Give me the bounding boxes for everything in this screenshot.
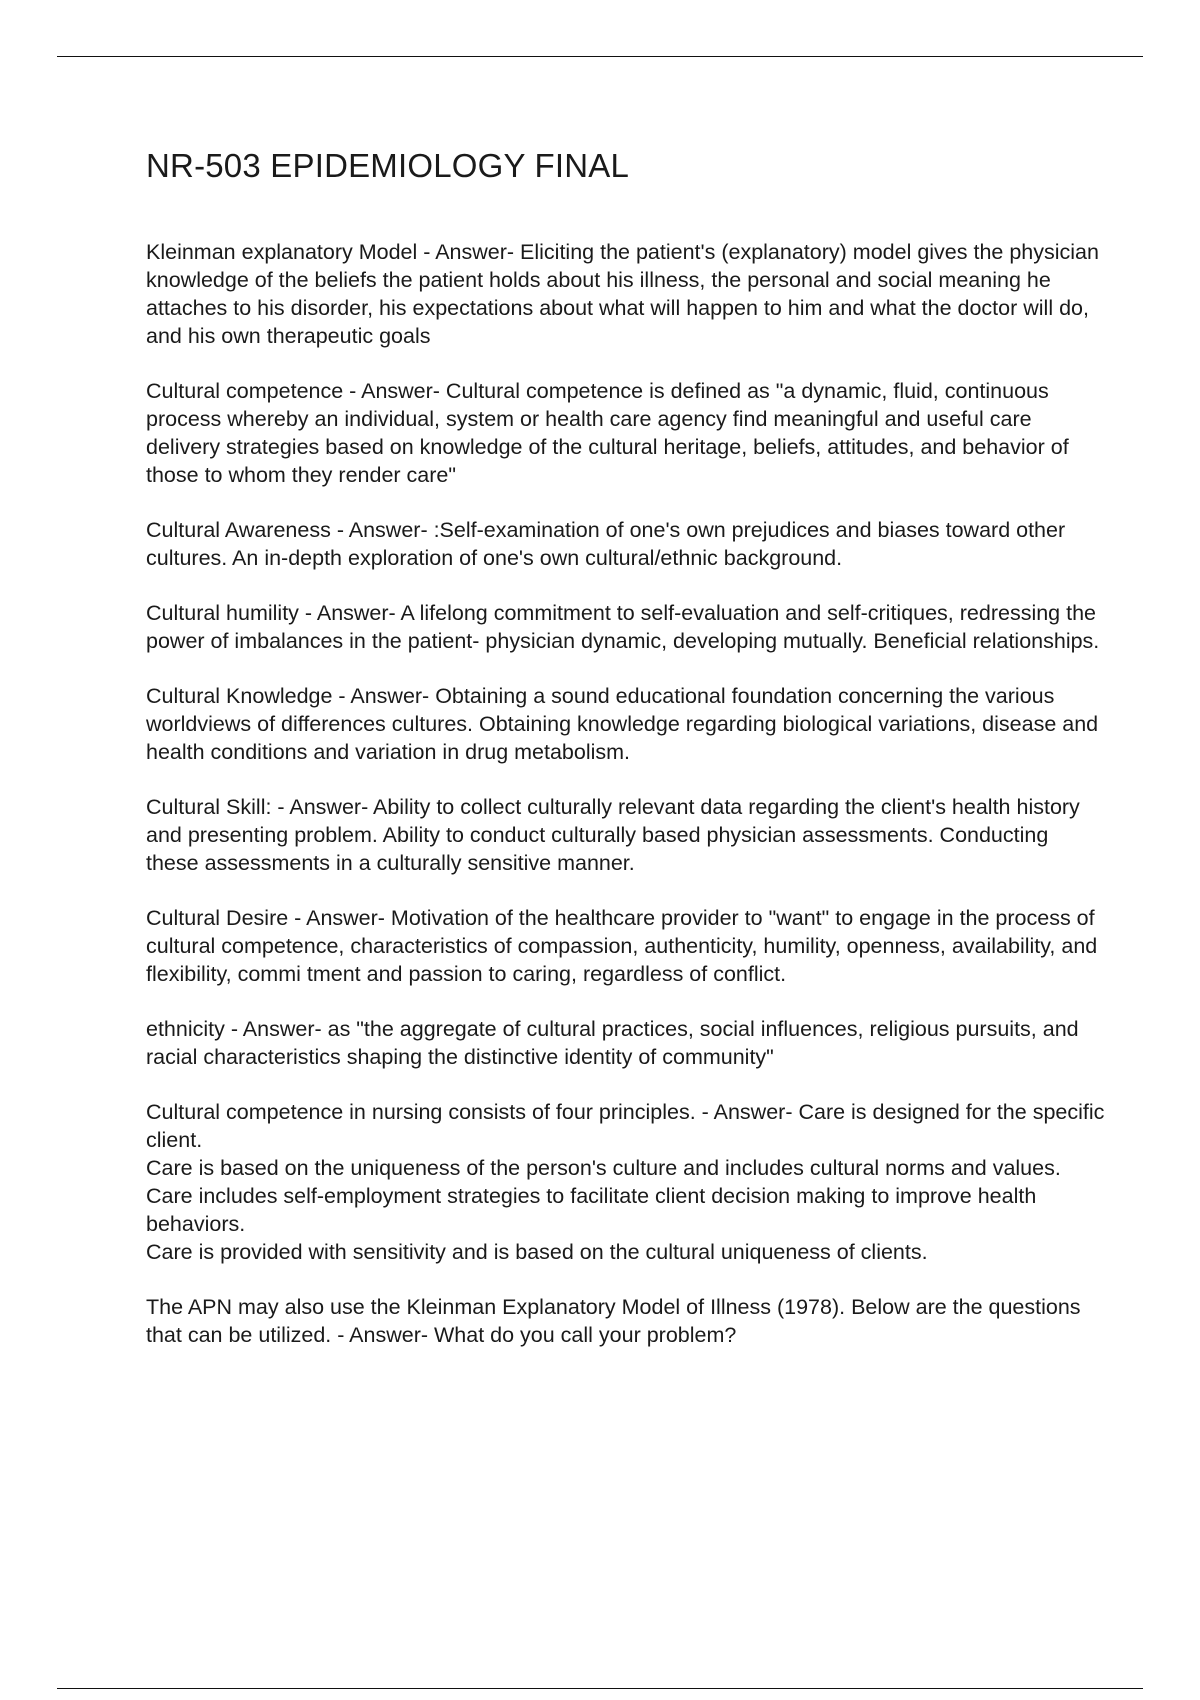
qa-entry-cultural-awareness: Cultural Awareness - Answer- :Self-examination of one's own prejudices and biases toward other cultures. An in-depth exploration of one's own cultural/ethnic background. bbox=[146, 518, 1066, 570]
qa-entry-apn-kleinman-questions: The APN may also use the Kleinman Explanatory Model of Illness (1978). Below are the questions that can be utilized. - Answer- What do you call your problem? bbox=[146, 1295, 1081, 1347]
document-body bbox=[146, 146, 1106, 1376]
principle-line: Care is provided with sensitivity and is based on the cultural uniqueness of clients. bbox=[146, 1240, 928, 1264]
principle-line: Cultural competence in nursing consists of four principles. - Answer- Care is designed for the specific client. bbox=[146, 1100, 1105, 1152]
qa-entry-cultural-desire: Cultural Desire - Answer- Motivation of the healthcare provider to "want" to engage in the process of cultural competence, characteristics of compassion, authenticity, humility, openness, availability, and flexibility, commi tment and passion to caring, regardless of conflict. bbox=[146, 906, 1098, 986]
principle-line: Care is based on the uniqueness of the person's culture and includes cultural norms and values. bbox=[146, 1156, 1061, 1180]
qa-entry-ethnicity: ethnicity - Answer- as "the aggregate of cultural practices, social influences, religious pursuits, and racial characteristics shaping the distinctive identity of community" bbox=[146, 1017, 1079, 1069]
qa-entry-cultural-skill: Cultural Skill: - Answer- Ability to collect culturally relevant data regarding the client's health history and presenting problem. Ability to conduct culturally based physician assessments. Conducting these assessments in a culturally sensitive manner. bbox=[146, 795, 1080, 875]
qa-entry-kleinman-model: Kleinman explanatory Model - Answer- Eliciting the patient's (explanatory) model gives the physician knowledge of the beliefs the patient holds about his illness, the personal and social meaning he attaches to his disorder, his expectations about what will happen to him and what the doctor will do, and his own therapeutic goals bbox=[146, 240, 1099, 348]
bottom-divider bbox=[57, 1688, 1143, 1689]
principle-line: Care includes self-employment strategies to facilitate client decision making to improve health behaviors. bbox=[146, 1184, 1037, 1236]
qa-entry-four-principles bbox=[146, 1098, 1106, 1266]
qa-entry-cultural-humility: Cultural humility - Answer- A lifelong commitment to self-evaluation and self-critiques, redressing the power of imbalances in the patient- physician dynamic, developing mutually. Beneficial relationships. bbox=[146, 601, 1100, 653]
qa-entry-cultural-knowledge: Cultural Knowledge - Answer- Obtaining a sound educational foundation concerning the various worldviews of differences cultures. Obtaining knowledge regarding biological variations, disease and health conditions and variation in drug metabolism. bbox=[146, 684, 1099, 764]
top-divider bbox=[57, 56, 1143, 57]
document-title: NR-503 EPIDEMIOLOGY FINAL bbox=[146, 147, 630, 184]
qa-entry-cultural-competence: Cultural competence - Answer- Cultural competence is defined as "a dynamic, fluid, continuous process whereby an individual, system or health care agency find meaningful and useful care delivery strategies based on knowledge of the cultural heritage, beliefs, attitudes, and behavior of those to whom they render care" bbox=[146, 379, 1069, 487]
